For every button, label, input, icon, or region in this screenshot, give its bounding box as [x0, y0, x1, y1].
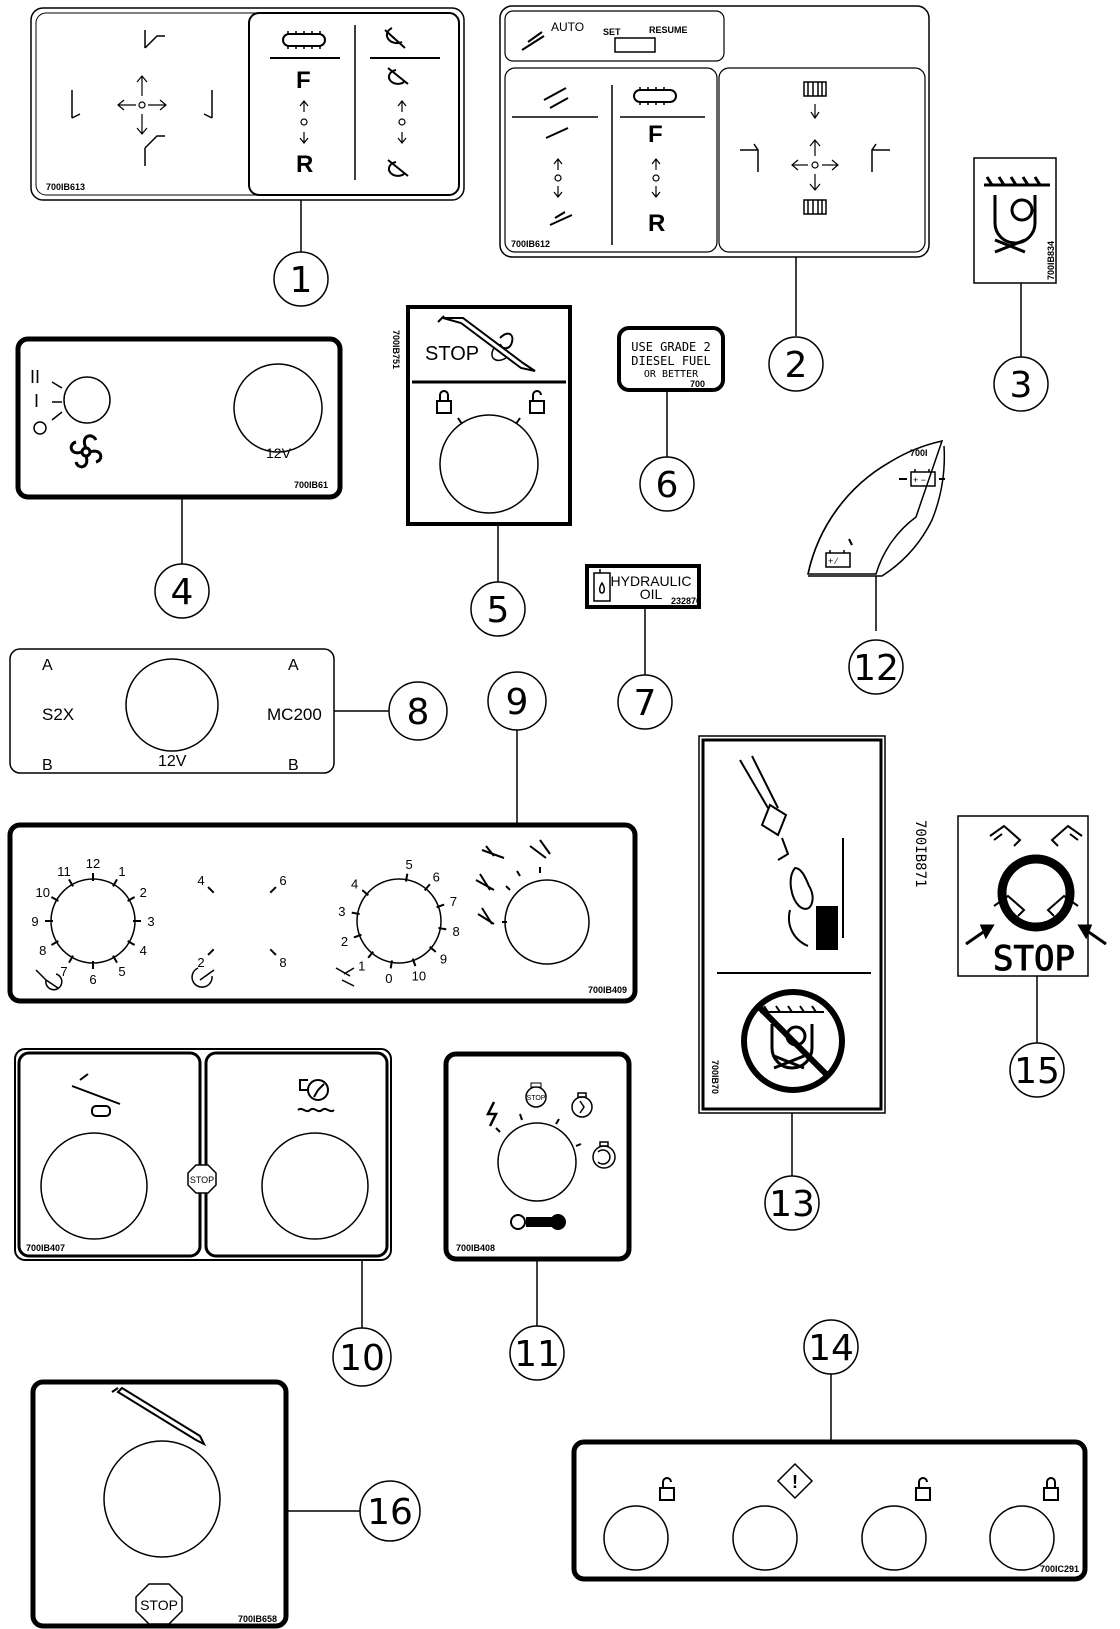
pencil-icon — [112, 1388, 204, 1444]
dial-tick — [391, 960, 392, 968]
dial-tick-label: 10 — [411, 968, 427, 984]
auto-label: AUTO — [551, 20, 585, 34]
dial-tick-label: 3 — [338, 903, 346, 919]
callout-1-label: 1 — [289, 260, 313, 301]
svg-text:+ −: + − — [913, 475, 927, 485]
fuel-line-3: OR BETTER — [643, 369, 699, 380]
voltage-label: 12V — [158, 753, 187, 770]
callout-6-label: 6 — [655, 465, 679, 506]
dial-knob[interactable] — [357, 879, 441, 963]
callout-3-label: 3 — [1009, 365, 1033, 406]
track-icon — [283, 31, 325, 49]
dial-1[interactable] — [31, 856, 154, 987]
s2x-label: S2X — [42, 705, 75, 724]
dial-tick-label: 6 — [279, 872, 287, 888]
decal-code: 700IB408 — [456, 1243, 496, 1253]
forward-label: F — [296, 67, 311, 94]
callout-10-label: 10 — [339, 1338, 385, 1379]
decal-2 — [500, 6, 929, 257]
dial-tick-label: 0 — [385, 971, 393, 987]
dial-tick-label: 8 — [279, 955, 287, 971]
decal-code: 700IB871 — [912, 820, 928, 888]
fan-position-1: I — [34, 391, 40, 411]
unlock-icon — [660, 1478, 674, 1500]
callout-8-label: 8 — [406, 692, 430, 733]
reverse-label: R — [648, 210, 666, 237]
start-icon — [593, 1142, 615, 1168]
callout-4-label: 4 — [170, 572, 194, 613]
oil-can-icon — [594, 569, 610, 601]
dial-tick-label: 3 — [147, 914, 155, 929]
crane-boom-icon — [72, 30, 212, 166]
decal-code: 700IB612 — [511, 239, 551, 249]
decal-code: 700IB407 — [26, 1243, 66, 1253]
power-outlet-12v[interactable] — [234, 364, 322, 452]
ignition-switch[interactable] — [440, 415, 538, 513]
throttle-knob[interactable] — [41, 1133, 147, 1239]
dial-2[interactable] — [197, 873, 286, 970]
dial-tick-label: 8 — [39, 943, 47, 958]
decal-code: 700IB658 — [238, 1614, 278, 1624]
decal-5 — [391, 307, 570, 524]
entanglement-icon — [984, 177, 1050, 252]
decal-4 — [18, 339, 340, 497]
svg-text:!: ! — [792, 1472, 798, 1492]
cruise-icon — [522, 32, 544, 50]
resume-label: RESUME — [649, 25, 688, 35]
ignition-knob[interactable] — [498, 1123, 576, 1201]
callout-15-label: 15 — [1014, 1051, 1060, 1092]
decal-9 — [10, 825, 635, 1001]
unlock-icon — [916, 1478, 930, 1500]
throttle-icon — [72, 1074, 120, 1116]
dial-tick-label: 2 — [340, 933, 349, 949]
dial-tick-label: 6 — [432, 869, 440, 885]
dial-tick-label: 6 — [89, 972, 97, 987]
dial-tick — [352, 913, 360, 914]
dial-tick-label: 1 — [118, 863, 126, 879]
decal-16 — [33, 1382, 286, 1626]
dial-tick-label: 12 — [85, 856, 101, 871]
unlock-icon — [530, 391, 544, 413]
set-resume-switch[interactable] — [615, 38, 655, 52]
forward-label: F — [648, 121, 663, 148]
dial-tick-label: 4 — [139, 943, 147, 958]
lock-icon — [1044, 1478, 1058, 1500]
reverse-label: R — [296, 151, 314, 178]
direction-arrows-icon — [118, 76, 166, 134]
stop-icon-label: STOP — [140, 1597, 178, 1613]
callout-14-label: 14 — [808, 1328, 854, 1369]
stop-icon — [188, 1165, 216, 1193]
dial-tick — [208, 887, 214, 893]
dial-tick-label: 9 — [31, 914, 39, 929]
dial-tick-label: 7 — [60, 964, 68, 980]
decal-7 — [587, 566, 701, 607]
dial-tick-label: 5 — [405, 856, 413, 872]
hand-lever-icon — [740, 756, 843, 950]
power-icon — [488, 1102, 496, 1126]
dial-tick — [270, 949, 276, 955]
decal-15 — [912, 816, 1106, 979]
decal-code: 700IB613 — [46, 182, 86, 192]
speed-icon — [544, 88, 572, 225]
stop-icon — [526, 1083, 546, 1107]
stop-knob[interactable] — [104, 1441, 220, 1557]
dial-tick-label: 7 — [449, 894, 458, 910]
decal-code: 700IC291 — [1040, 1564, 1080, 1574]
oil-label: OIL — [639, 586, 663, 602]
callout-13-label: 13 — [769, 1184, 815, 1225]
stop-icon — [136, 1584, 182, 1624]
dial-tick — [406, 874, 407, 882]
decal-code: 232876 — [671, 596, 702, 606]
stop-icon-label: STOP — [189, 1175, 215, 1185]
decal-8 — [0, 649, 334, 774]
decal-code: 700IB751 — [391, 330, 401, 370]
b-right-label: B — [288, 757, 299, 774]
tool-icon — [476, 840, 550, 924]
no-entanglement-icon — [744, 992, 842, 1090]
dial-3[interactable] — [338, 857, 459, 986]
decal-13 — [699, 736, 885, 1113]
stop-label: STOP — [993, 939, 1075, 979]
decal-1 — [31, 8, 464, 200]
fuel-line-1: USE GRADE 2 — [631, 340, 711, 354]
mc200-label: MC200 — [267, 705, 322, 724]
decal-code: 700IB834 — [1046, 240, 1056, 280]
dial-tick-label: 11 — [57, 863, 71, 879]
lock-switch-3[interactable] — [990, 1506, 1054, 1570]
svg-text:+ ⁄: + ⁄ — [828, 556, 838, 566]
rotation-icon — [385, 28, 408, 176]
callout-11-label: 11 — [514, 1334, 560, 1375]
dial-tick-label: 2 — [197, 955, 205, 971]
dial-tick-label: 10 — [35, 885, 51, 900]
fan-switch-knob[interactable] — [64, 377, 110, 423]
fan-icon — [71, 436, 101, 467]
glow-plug-icon — [572, 1093, 592, 1117]
set-label: SET — [603, 27, 621, 37]
pump-knob[interactable] — [262, 1133, 368, 1239]
dial-tick — [270, 887, 276, 893]
callout-2-label: 2 — [784, 345, 808, 386]
dial-tick-label: 4 — [197, 872, 205, 888]
dial-tick-label: 2 — [139, 885, 147, 900]
lock-icon — [437, 391, 451, 413]
b-left-label: B — [42, 757, 53, 774]
dial-knob[interactable] — [51, 879, 135, 963]
callout-5-label: 5 — [486, 590, 510, 631]
a-left-label: A — [42, 657, 53, 674]
decal-12 — [808, 441, 945, 576]
decal-3 — [974, 158, 1056, 283]
hydraulic-label: HYDRAULIC — [610, 573, 692, 589]
stop-label: STOP — [425, 343, 480, 365]
voltage-label: 12V — [266, 445, 291, 461]
lock-switch-2[interactable] — [862, 1506, 926, 1570]
decal-11 — [446, 1054, 629, 1259]
stop-icon-label: STOP — [526, 1095, 546, 1102]
battery-icon — [911, 469, 935, 486]
warning-icon — [778, 1464, 812, 1498]
selector-switch-12v[interactable] — [126, 659, 218, 751]
decal-10 — [15, 1049, 391, 1260]
battery-icon — [826, 550, 850, 567]
key-icon — [511, 1215, 565, 1229]
dial-tick — [438, 928, 446, 929]
dial-tick-label: 8 — [452, 924, 460, 940]
track-icon — [634, 87, 676, 105]
callout-9-label: 9 — [505, 682, 529, 723]
fan-position-2: II — [30, 367, 41, 387]
dial-tick-label: 4 — [350, 876, 359, 892]
dial-tick-label: 5 — [118, 964, 126, 980]
decal-code: 700IB61 — [294, 480, 329, 490]
callout-7-label: 7 — [633, 683, 657, 724]
warning-switch[interactable] — [733, 1506, 797, 1570]
dial-tick — [208, 949, 214, 955]
pump-icon — [298, 1080, 334, 1111]
decal-code: 700IB70 — [710, 1060, 720, 1095]
a-right-label: A — [288, 657, 299, 674]
mode-selector-knob[interactable] — [505, 880, 589, 964]
decal-code: 700I — [910, 448, 928, 458]
decal-14 — [574, 1442, 1085, 1579]
decal-code: 700IB409 — [588, 985, 628, 995]
fuel-line-2: DIESEL FUEL — [631, 354, 711, 368]
decal-6 — [619, 328, 723, 390]
callout-16-label: 16 — [367, 1492, 413, 1533]
emergency-stop-button[interactable] — [1002, 859, 1070, 927]
dial-tick-label: 9 — [439, 951, 448, 967]
rotation-icon — [36, 968, 354, 990]
decal-code: 700 — [690, 379, 706, 389]
callout-12-label: 12 — [853, 648, 899, 689]
lock-switch-1[interactable] — [604, 1506, 668, 1570]
dial-tick-label: 1 — [358, 958, 366, 974]
